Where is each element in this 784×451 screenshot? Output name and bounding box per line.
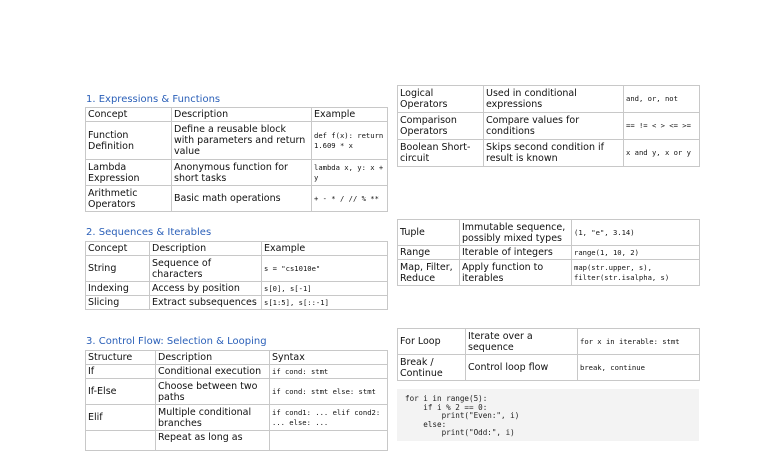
concept-cell: If-Else: [86, 379, 156, 405]
description-cell: Repeat as long as: [156, 431, 270, 451]
column-header: Description: [156, 351, 270, 365]
table-row: [398, 355, 700, 381]
concept-cell: For Loop: [398, 329, 466, 355]
description-cell: Skips second condition if result is known: [484, 140, 624, 167]
table-row: [86, 282, 388, 296]
table-row: [398, 246, 700, 260]
description-cell: Anonymous function for short tasks: [172, 160, 312, 186]
description-cell: Access by position: [150, 282, 262, 296]
table-row: [398, 220, 700, 246]
concept-cell: Logical Operators: [398, 86, 484, 113]
description-cell: Control loop flow: [466, 355, 578, 381]
description-cell: Sequence of characters: [150, 256, 262, 282]
example-cell: map(str.upper, s), filter(str.isalpha, s): [572, 260, 700, 286]
description-cell: Compare values for conditions: [484, 113, 624, 140]
concept-cell: Elif: [86, 405, 156, 431]
example-cell: (1, "e", 3.14): [572, 220, 700, 246]
description-cell: Iterate over a sequence: [466, 329, 578, 355]
table-header-row: [86, 108, 388, 122]
table-row: [86, 296, 388, 310]
concept-cell: Lambda Expression: [86, 160, 172, 186]
section-heading-expressions: 1. Expressions & Functions: [86, 94, 221, 105]
concept-cell: Arithmetic Operators: [86, 186, 172, 212]
table-header-row: [86, 351, 388, 365]
column-header: Description: [150, 242, 262, 256]
description-cell: Immutable sequence, possibly mixed types: [460, 220, 572, 246]
loops-table: [397, 328, 700, 381]
description-cell: Used in conditional expressions: [484, 86, 624, 113]
description-cell: Conditional execution: [156, 365, 270, 379]
example-cell: x and y, x or y: [624, 140, 700, 167]
concept-cell: Map, Filter, Reduce: [398, 260, 460, 286]
table-row: [86, 186, 388, 212]
table-row: [398, 113, 700, 140]
concept-cell: Tuple: [398, 220, 460, 246]
example-cell: == != < > <= >=: [624, 113, 700, 140]
column-header: Syntax: [270, 351, 388, 365]
table-row: [86, 379, 388, 405]
description-cell: Iterable of integers: [460, 246, 572, 260]
example-cell: s[0], s[-1]: [262, 282, 388, 296]
column-header: Concept: [86, 108, 172, 122]
syntax-cell: for x in iterable: stmt: [578, 329, 700, 355]
column-header: Example: [312, 108, 388, 122]
section-heading-sequences: 2. Sequences & Iterables: [86, 227, 212, 238]
example-cell: range(1, 10, 2): [572, 246, 700, 260]
table-row: [86, 365, 388, 379]
column-header: Structure: [86, 351, 156, 365]
column-header: Concept: [86, 242, 150, 256]
example-cell: s = "cs1010e": [262, 256, 388, 282]
column-header: Example: [262, 242, 388, 256]
table-row: [398, 140, 700, 167]
section-heading-control-flow: 3. Control Flow: Selection & Looping: [86, 336, 267, 347]
concept-cell: Function Definition: [86, 122, 172, 160]
syntax-cell: if cond: stmt: [270, 365, 388, 379]
syntax-cell: if cond: stmt else: stmt: [270, 379, 388, 405]
example-cell: and, or, not: [624, 86, 700, 113]
description-cell: Define a reusable block with parameters and return value: [172, 122, 312, 160]
example-cell: + - * / // % **: [312, 186, 388, 212]
concept-cell: Boolean Short-circuit: [398, 140, 484, 167]
concept-cell: Break / Continue: [398, 355, 466, 381]
example-cell: s[1:5], s[::-1]: [262, 296, 388, 310]
table-row: [398, 86, 700, 113]
control-flow-table: [85, 350, 388, 451]
expressions-table: [85, 107, 388, 212]
description-cell: Extract subsequences: [150, 296, 262, 310]
table-row: [86, 160, 388, 186]
table-header-row: [86, 242, 388, 256]
concept-cell: Comparison Operators: [398, 113, 484, 140]
column-header: Description: [172, 108, 312, 122]
iterables-table: [397, 219, 700, 286]
syntax-cell: break, continue: [578, 355, 700, 381]
table-row: [398, 260, 700, 286]
concept-cell: Range: [398, 246, 460, 260]
syntax-cell: if cond1: ... elif cond2: ... else: ...: [270, 405, 388, 431]
table-row: [398, 329, 700, 355]
concept-cell: String: [86, 256, 150, 282]
description-cell: Multiple conditional branches: [156, 405, 270, 431]
code-example-block: for i in range(5): if i % 2 == 0: print("Even:", i) else: print("Odd:", i): [397, 389, 699, 441]
operators-table: [397, 85, 700, 167]
table-row: [86, 405, 388, 431]
concept-cell: Indexing: [86, 282, 150, 296]
concept-cell: Slicing: [86, 296, 150, 310]
table-row: [86, 122, 388, 160]
example-cell: def f(x): return 1.609 * x: [312, 122, 388, 160]
example-cell: lambda x, y: x + y: [312, 160, 388, 186]
concept-cell: If: [86, 365, 156, 379]
sequences-table: [85, 241, 388, 310]
description-cell: Apply function to iterables: [460, 260, 572, 286]
description-cell: Choose between two paths: [156, 379, 270, 405]
description-cell: Basic math operations: [172, 186, 312, 212]
table-row: [86, 256, 388, 282]
